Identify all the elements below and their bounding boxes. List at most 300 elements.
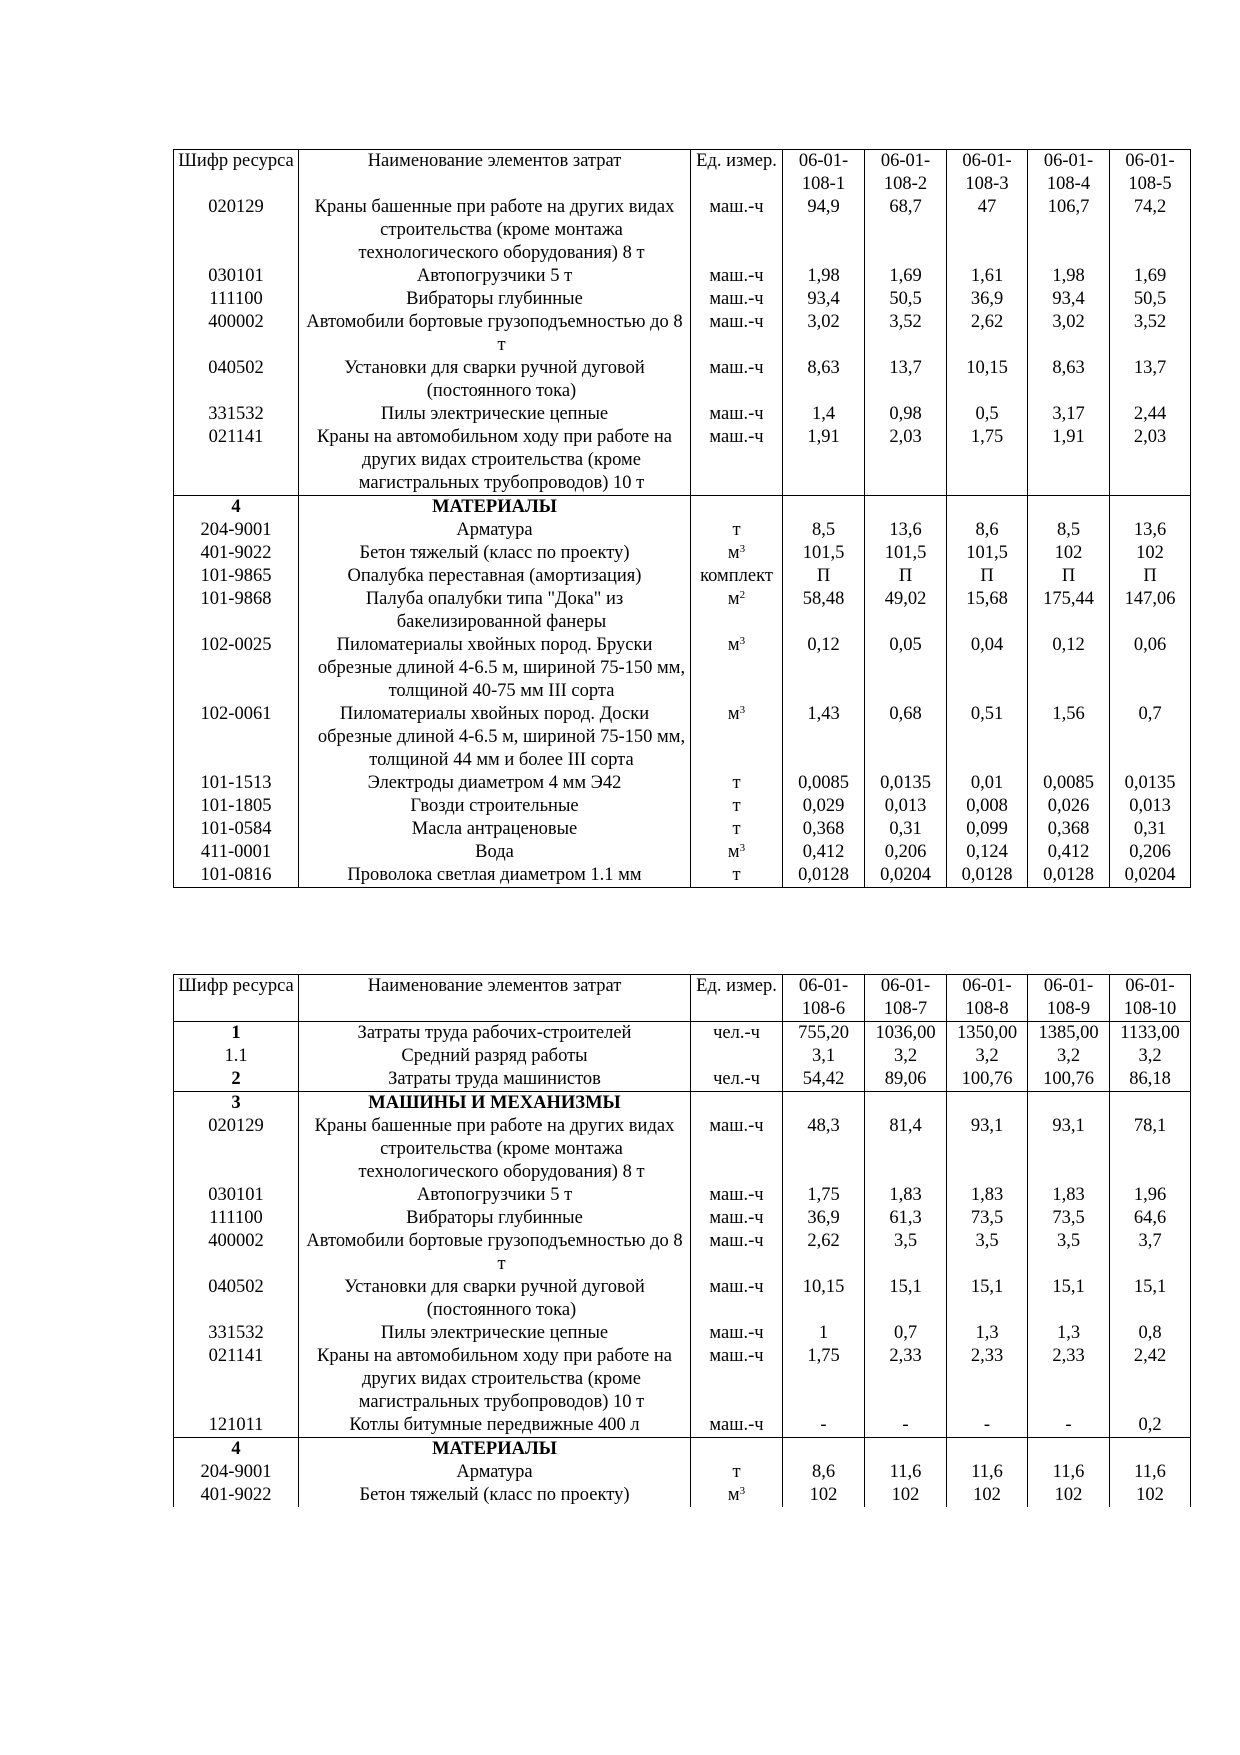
unit-exponent: 3 [739,543,746,555]
value-cell: 1,56 [1028,703,1110,772]
unit [691,1207,783,1230]
value-cell: 0,31 [1110,818,1191,841]
value-cell: 102 [1028,542,1110,565]
unit [691,403,783,426]
unit [691,196,783,265]
resource-name-text: Автопогрузчики 5 т [416,1185,573,1205]
value-cell: 1,83 [865,1184,947,1207]
resource-name [299,1322,691,1345]
resource-code: 400002 [174,1230,299,1276]
value-cell: 64,6 [1110,1207,1191,1230]
value-cell: 0,013 [865,795,947,818]
header-col: 06-01-108-2 [865,150,947,197]
resource-code: 030101 [174,1184,299,1207]
resource-name [299,1045,691,1068]
table-row [174,1184,1191,1207]
resource-name-text: Электроды диаметром 4 мм Э42 [367,773,622,793]
resource-table-1 [173,149,1191,888]
unit [691,265,783,288]
unit [691,1322,783,1345]
resource-name-text: Затраты труда машинистов [388,1069,601,1089]
header-col: 06-01-108-6 [783,975,865,1022]
unit [691,1230,783,1276]
value-cell: 93,1 [1028,1115,1110,1184]
resource-name-text: Установки для сварки ручной дуговой (постоянного тока) [344,1277,645,1320]
table-row [174,519,1191,542]
value-cell: 0,0135 [1110,772,1191,795]
value-cell: 0,0085 [783,772,865,795]
value-cell: 1,4 [783,403,865,426]
value-cell: 102 [1110,542,1191,565]
resource-name [299,357,691,403]
resource-name-text: Пиломатериалы хвойных пород. Доски обрезные длиной 4-6.5 м, шириной 75-150 мм, толщиной 44 мм и более III сорта [317,704,686,770]
table-row [174,864,1191,888]
value-cell: 0,98 [865,403,947,426]
resource-name [299,1461,691,1484]
value-cell: 0,0204 [865,864,947,888]
resource-code: 040502 [174,357,299,403]
value-cell: 13,7 [1110,357,1191,403]
resource-code: 400002 [174,311,299,357]
resource-name [299,565,691,588]
value-cell: 73,5 [947,1207,1028,1230]
value-cell: 0,008 [947,795,1028,818]
value-cell: 93,1 [947,1115,1028,1184]
resource-name [299,634,691,703]
value-cell: 1,69 [865,265,947,288]
value-cell: 102 [865,1484,947,1507]
resource-name-text: Установки для сварки ручной дуговой (постоянного тока) [344,358,645,401]
value-cell: 8,6 [783,1461,865,1484]
value-cell: 0,124 [947,841,1028,864]
unit [691,311,783,357]
resource-code: 111100 [174,288,299,311]
resource-code: 1.1 [174,1045,299,1068]
header-col: 06-01-108-3 [947,150,1028,197]
value-cell: 1,3 [947,1322,1028,1345]
value-cell: 50,5 [865,288,947,311]
resource-name-text: Краны на автомобильном ходу при работе на других видах строительства (кроме магистральных трубопроводов) 10 т [317,427,672,493]
value-cell: П [947,565,1028,588]
table-row [174,818,1191,841]
resource-code: 204-9001 [174,519,299,542]
value-cell: 78,1 [1110,1115,1191,1184]
resource-code: 401-9022 [174,542,299,565]
value-cell: 0,099 [947,818,1028,841]
unit-exponent: 3 [739,635,746,647]
unit-text: маш.-ч [709,266,764,286]
value-cell: 0,412 [1028,841,1110,864]
table-row [174,1207,1191,1230]
table-row [174,357,1191,403]
resource-code: 101-1805 [174,795,299,818]
value-cell: 13,6 [865,519,947,542]
value-cell: 36,9 [783,1207,865,1230]
value-cell: 1,98 [1028,265,1110,288]
unit-text: т [732,819,741,839]
value-cell: 102 [947,1484,1028,1507]
value-cell: 175,44 [1028,588,1110,634]
table-row [174,841,1191,864]
unit [691,1068,783,1092]
value-cell: 2,33 [947,1345,1028,1414]
value-cell: 81,4 [865,1115,947,1184]
value-cell: 1,96 [1110,1184,1191,1207]
resource-name [299,1184,691,1207]
unit [691,1276,783,1322]
unit [691,1414,783,1438]
resource-name [299,542,691,565]
value-cell: 1350,00 [947,1022,1028,1046]
table-row [174,1230,1191,1276]
value-cell: 0,368 [1028,818,1110,841]
machines-body-1 [174,196,1191,496]
resource-code: 121011 [174,1414,299,1438]
table-row [174,1414,1191,1438]
unit-text: м [727,589,740,609]
value-cell: 1,83 [1028,1184,1110,1207]
value-cell: 1,83 [947,1184,1028,1207]
resource-name [299,1414,691,1438]
value-cell: 8,5 [1028,519,1110,542]
value-cell: 3,2 [1028,1045,1110,1068]
resource-name-text: Опалубка переставная (амортизация) [347,566,642,586]
header-col: 06-01-108-4 [1028,150,1110,197]
value-cell: 0,206 [865,841,947,864]
value-cell: 0,0128 [1028,864,1110,888]
resource-table-2 [173,974,1191,1507]
value-cell: 0,026 [1028,795,1110,818]
resource-code: 2 [174,1068,299,1092]
unit-text: м [727,1485,740,1505]
unit [691,519,783,542]
unit [691,1045,783,1068]
value-cell: 93,4 [783,288,865,311]
resource-name-text: Автомобили бортовые грузоподъемностью до 8 т [306,312,683,355]
value-cell: 0,31 [865,818,947,841]
resource-name-text: Пилы электрические цепные [380,404,609,424]
value-cell: П [1110,565,1191,588]
header-col: 06-01-108-7 [865,975,947,1022]
value-cell: 0,51 [947,703,1028,772]
resource-name-text: Автопогрузчики 5 т [416,266,573,286]
unit-text: маш.-ч [709,1208,764,1228]
resource-code: 331532 [174,1322,299,1345]
value-cell: 2,33 [865,1345,947,1414]
resource-code: 101-1513 [174,772,299,795]
value-cell: 101,5 [783,542,865,565]
resource-name-text: Бетон тяжелый (класс по проекту) [359,543,630,563]
value-cell: 2,03 [1110,426,1191,496]
unit-text: м [727,842,740,862]
value-cell: 102 [1110,1484,1191,1507]
header-col: 06-01-108-5 [1110,150,1191,197]
value-cell: 73,5 [1028,1207,1110,1230]
table-row [174,1022,1191,1046]
resource-code: 411-0001 [174,841,299,864]
unit-exponent: 2 [739,589,746,601]
resource-name [299,864,691,888]
resource-name [299,196,691,265]
value-cell: 1,75 [783,1345,865,1414]
resource-name [299,1276,691,1322]
value-cell: 0,206 [1110,841,1191,864]
value-cell: 1,3 [1028,1322,1110,1345]
unit [691,1184,783,1207]
unit-text: маш.-ч [709,427,764,447]
value-cell: П [1028,565,1110,588]
unit [691,818,783,841]
value-cell: 0,013 [1110,795,1191,818]
value-cell: 36,9 [947,288,1028,311]
value-cell: 1036,00 [865,1022,947,1046]
value-cell: 3,02 [783,311,865,357]
value-cell: - [783,1414,865,1438]
value-cell: - [865,1414,947,1438]
resource-name-text: Арматура [456,1462,533,1482]
header-name: Наименование элементов затрат [299,150,691,197]
resource-name-text: Краны башенные при работе на других видах строительства (кроме монтажа технологического оборудования) 8 т [314,1116,675,1182]
table-row [174,265,1191,288]
table-row [174,311,1191,357]
value-cell: 0,12 [1028,634,1110,703]
table-row [174,772,1191,795]
value-cell: 15,1 [1110,1276,1191,1322]
resource-name-text: Пиломатериалы хвойных пород. Бруски обрезные длиной 4-6.5 м, шириной 75-150 мм, толщиной 40-75 мм III сорта [317,635,686,701]
table-row [174,1115,1191,1184]
table-row [174,542,1191,565]
value-cell: 0,5 [947,403,1028,426]
value-cell: 11,6 [865,1461,947,1484]
value-cell: 0,8 [1110,1322,1191,1345]
resource-name-text: Средний разряд работы [401,1046,588,1066]
unit [691,288,783,311]
resource-name [299,818,691,841]
resource-code: 101-0816 [174,864,299,888]
unit [691,1115,783,1184]
unit-text: маш.-ч [709,197,764,217]
resource-name [299,403,691,426]
unit-text: т [732,865,741,885]
unit-text: маш.-ч [709,1346,764,1366]
unit-text: т [732,773,741,793]
resource-name [299,1484,691,1507]
table-row [174,565,1191,588]
unit-text: т [732,520,741,540]
value-cell: 3,17 [1028,403,1110,426]
value-cell: 13,6 [1110,519,1191,542]
header-unit: Ед. измер. [691,975,783,1022]
value-cell: 11,6 [1028,1461,1110,1484]
resource-name [299,1345,691,1414]
table-row [174,1484,1191,1507]
header-col: 06-01-108-10 [1110,975,1191,1022]
section-title: МАТЕРИАЛЫ [299,496,691,520]
value-cell: 8,5 [783,519,865,542]
value-cell: 3,7 [1110,1230,1191,1276]
table-row [174,1345,1191,1414]
value-cell: 0,01 [947,772,1028,795]
value-cell: 15,1 [1028,1276,1110,1322]
resource-name [299,1230,691,1276]
unit-text: маш.-ч [709,1415,764,1435]
resource-code: 102-0061 [174,703,299,772]
resource-name [299,1068,691,1092]
value-cell: 1,91 [783,426,865,496]
table-row [174,588,1191,634]
table-row [174,703,1191,772]
resource-name-text: Бетон тяжелый (класс по проекту) [359,1485,630,1505]
resource-name [299,519,691,542]
value-cell: 1,98 [783,265,865,288]
value-cell: 102 [1028,1484,1110,1507]
value-cell: 15,1 [865,1276,947,1322]
value-cell: 89,06 [865,1068,947,1092]
resource-code: 020129 [174,1115,299,1184]
unit-text: чел.-ч [713,1023,760,1043]
unit-text: м [727,543,740,563]
resource-code: 331532 [174,403,299,426]
resource-code: 101-0584 [174,818,299,841]
resource-name-text: Гвозди строительные [410,796,579,816]
value-cell: 3,52 [1110,311,1191,357]
value-cell: П [865,565,947,588]
resource-code: 040502 [174,1276,299,1322]
unit-text: маш.-ч [709,1231,764,1251]
value-cell: 3,52 [865,311,947,357]
value-cell: 101,5 [947,542,1028,565]
header-unit: Ед. измер. [691,150,783,197]
value-cell: 3,2 [1110,1045,1191,1068]
value-cell: 8,63 [1028,357,1110,403]
value-cell: 1 [783,1322,865,1345]
unit [691,1345,783,1414]
value-cell: 1,61 [947,265,1028,288]
value-cell: 93,4 [1028,288,1110,311]
value-cell: 3,2 [865,1045,947,1068]
unit [691,1461,783,1484]
header-code: Шифр ресурса [174,150,299,197]
unit-text: маш.-ч [709,404,764,424]
value-cell: 101,5 [865,542,947,565]
value-cell: 8,6 [947,519,1028,542]
unit-text: чел.-ч [713,1069,760,1089]
materials-body-2 [174,1461,1191,1507]
header-col: 06-01-108-9 [1028,975,1110,1022]
value-cell: 2,33 [1028,1345,1110,1414]
value-cell: 147,06 [1110,588,1191,634]
labor-body-2 [174,1022,1191,1092]
value-cell: 58,48 [783,588,865,634]
value-cell: 102 [783,1484,865,1507]
resource-code: 111100 [174,1207,299,1230]
unit-text: маш.-ч [709,312,764,332]
section-code: 4 [174,496,299,520]
resource-name [299,1022,691,1046]
resource-name-text: Палуба опалубки типа "Дока" из бакелизированной фанеры [365,589,624,632]
value-cell: 1385,00 [1028,1022,1110,1046]
materials-body-1 [174,519,1191,888]
value-cell: 100,76 [1028,1068,1110,1092]
header-name: Наименование элементов затрат [299,975,691,1022]
unit-text: т [732,796,741,816]
value-cell: - [1028,1414,1110,1438]
table-row [174,795,1191,818]
value-cell: 2,62 [947,311,1028,357]
value-cell: 61,3 [865,1207,947,1230]
value-cell: 49,02 [865,588,947,634]
unit-text: маш.-ч [709,289,764,309]
unit-text: маш.-ч [709,358,764,378]
value-cell: 0,0204 [1110,864,1191,888]
resource-code: 1 [174,1022,299,1046]
unit-text: комплект [700,566,773,586]
unit [691,864,783,888]
resource-name-text: Пилы электрические цепные [380,1323,609,1343]
value-cell: П [783,565,865,588]
value-cell: 0,0085 [1028,772,1110,795]
value-cell: 1,75 [783,1184,865,1207]
section-title: МАТЕРИАЛЫ [299,1438,691,1462]
resource-name-text: Затраты труда рабочих-строителей [357,1023,632,1043]
value-cell: 54,42 [783,1068,865,1092]
value-cell: 0,368 [783,818,865,841]
value-cell: 1,75 [947,426,1028,496]
value-cell: 47 [947,196,1028,265]
value-cell: 0,06 [1110,634,1191,703]
value-cell: 100,76 [947,1068,1028,1092]
value-cell: 2,42 [1110,1345,1191,1414]
value-cell: 11,6 [1110,1461,1191,1484]
unit-text: маш.-ч [709,1277,764,1297]
header-code: Шифр ресурса [174,975,299,1022]
resource-code: 101-9865 [174,565,299,588]
table-row [174,634,1191,703]
unit-text: т [732,1462,741,1482]
resource-name [299,772,691,795]
value-cell: 755,20 [783,1022,865,1046]
resource-name [299,311,691,357]
value-cell: 0,7 [865,1322,947,1345]
value-cell: 0,0128 [947,864,1028,888]
value-cell: 1,69 [1110,265,1191,288]
resource-code: 401-9022 [174,1484,299,1507]
resource-name-text: Вода [475,842,514,862]
table-row [174,1322,1191,1345]
value-cell: 94,9 [783,196,865,265]
resource-name-text: Вибраторы глубинные [406,1208,583,1228]
value-cell: 3,1 [783,1045,865,1068]
value-cell: 48,3 [783,1115,865,1184]
value-cell: 13,7 [865,357,947,403]
value-cell: 3,5 [865,1230,947,1276]
table-row [174,288,1191,311]
value-cell: 0,7 [1110,703,1191,772]
value-cell: 8,63 [783,357,865,403]
resource-code: 030101 [174,265,299,288]
table-row [174,426,1191,496]
resource-name [299,841,691,864]
resource-code: 204-9001 [174,1461,299,1484]
unit-exponent: 3 [739,704,746,716]
machines-body-2 [174,1115,1191,1438]
value-cell: 0,412 [783,841,865,864]
unit-text: маш.-ч [709,1185,764,1205]
value-cell: 2,44 [1110,403,1191,426]
resource-name-text: Краны башенные при работе на других видах строительства (кроме монтажа технологического оборудования) 8 т [314,197,675,263]
value-cell: 50,5 [1110,288,1191,311]
unit-exponent: 3 [739,842,746,854]
